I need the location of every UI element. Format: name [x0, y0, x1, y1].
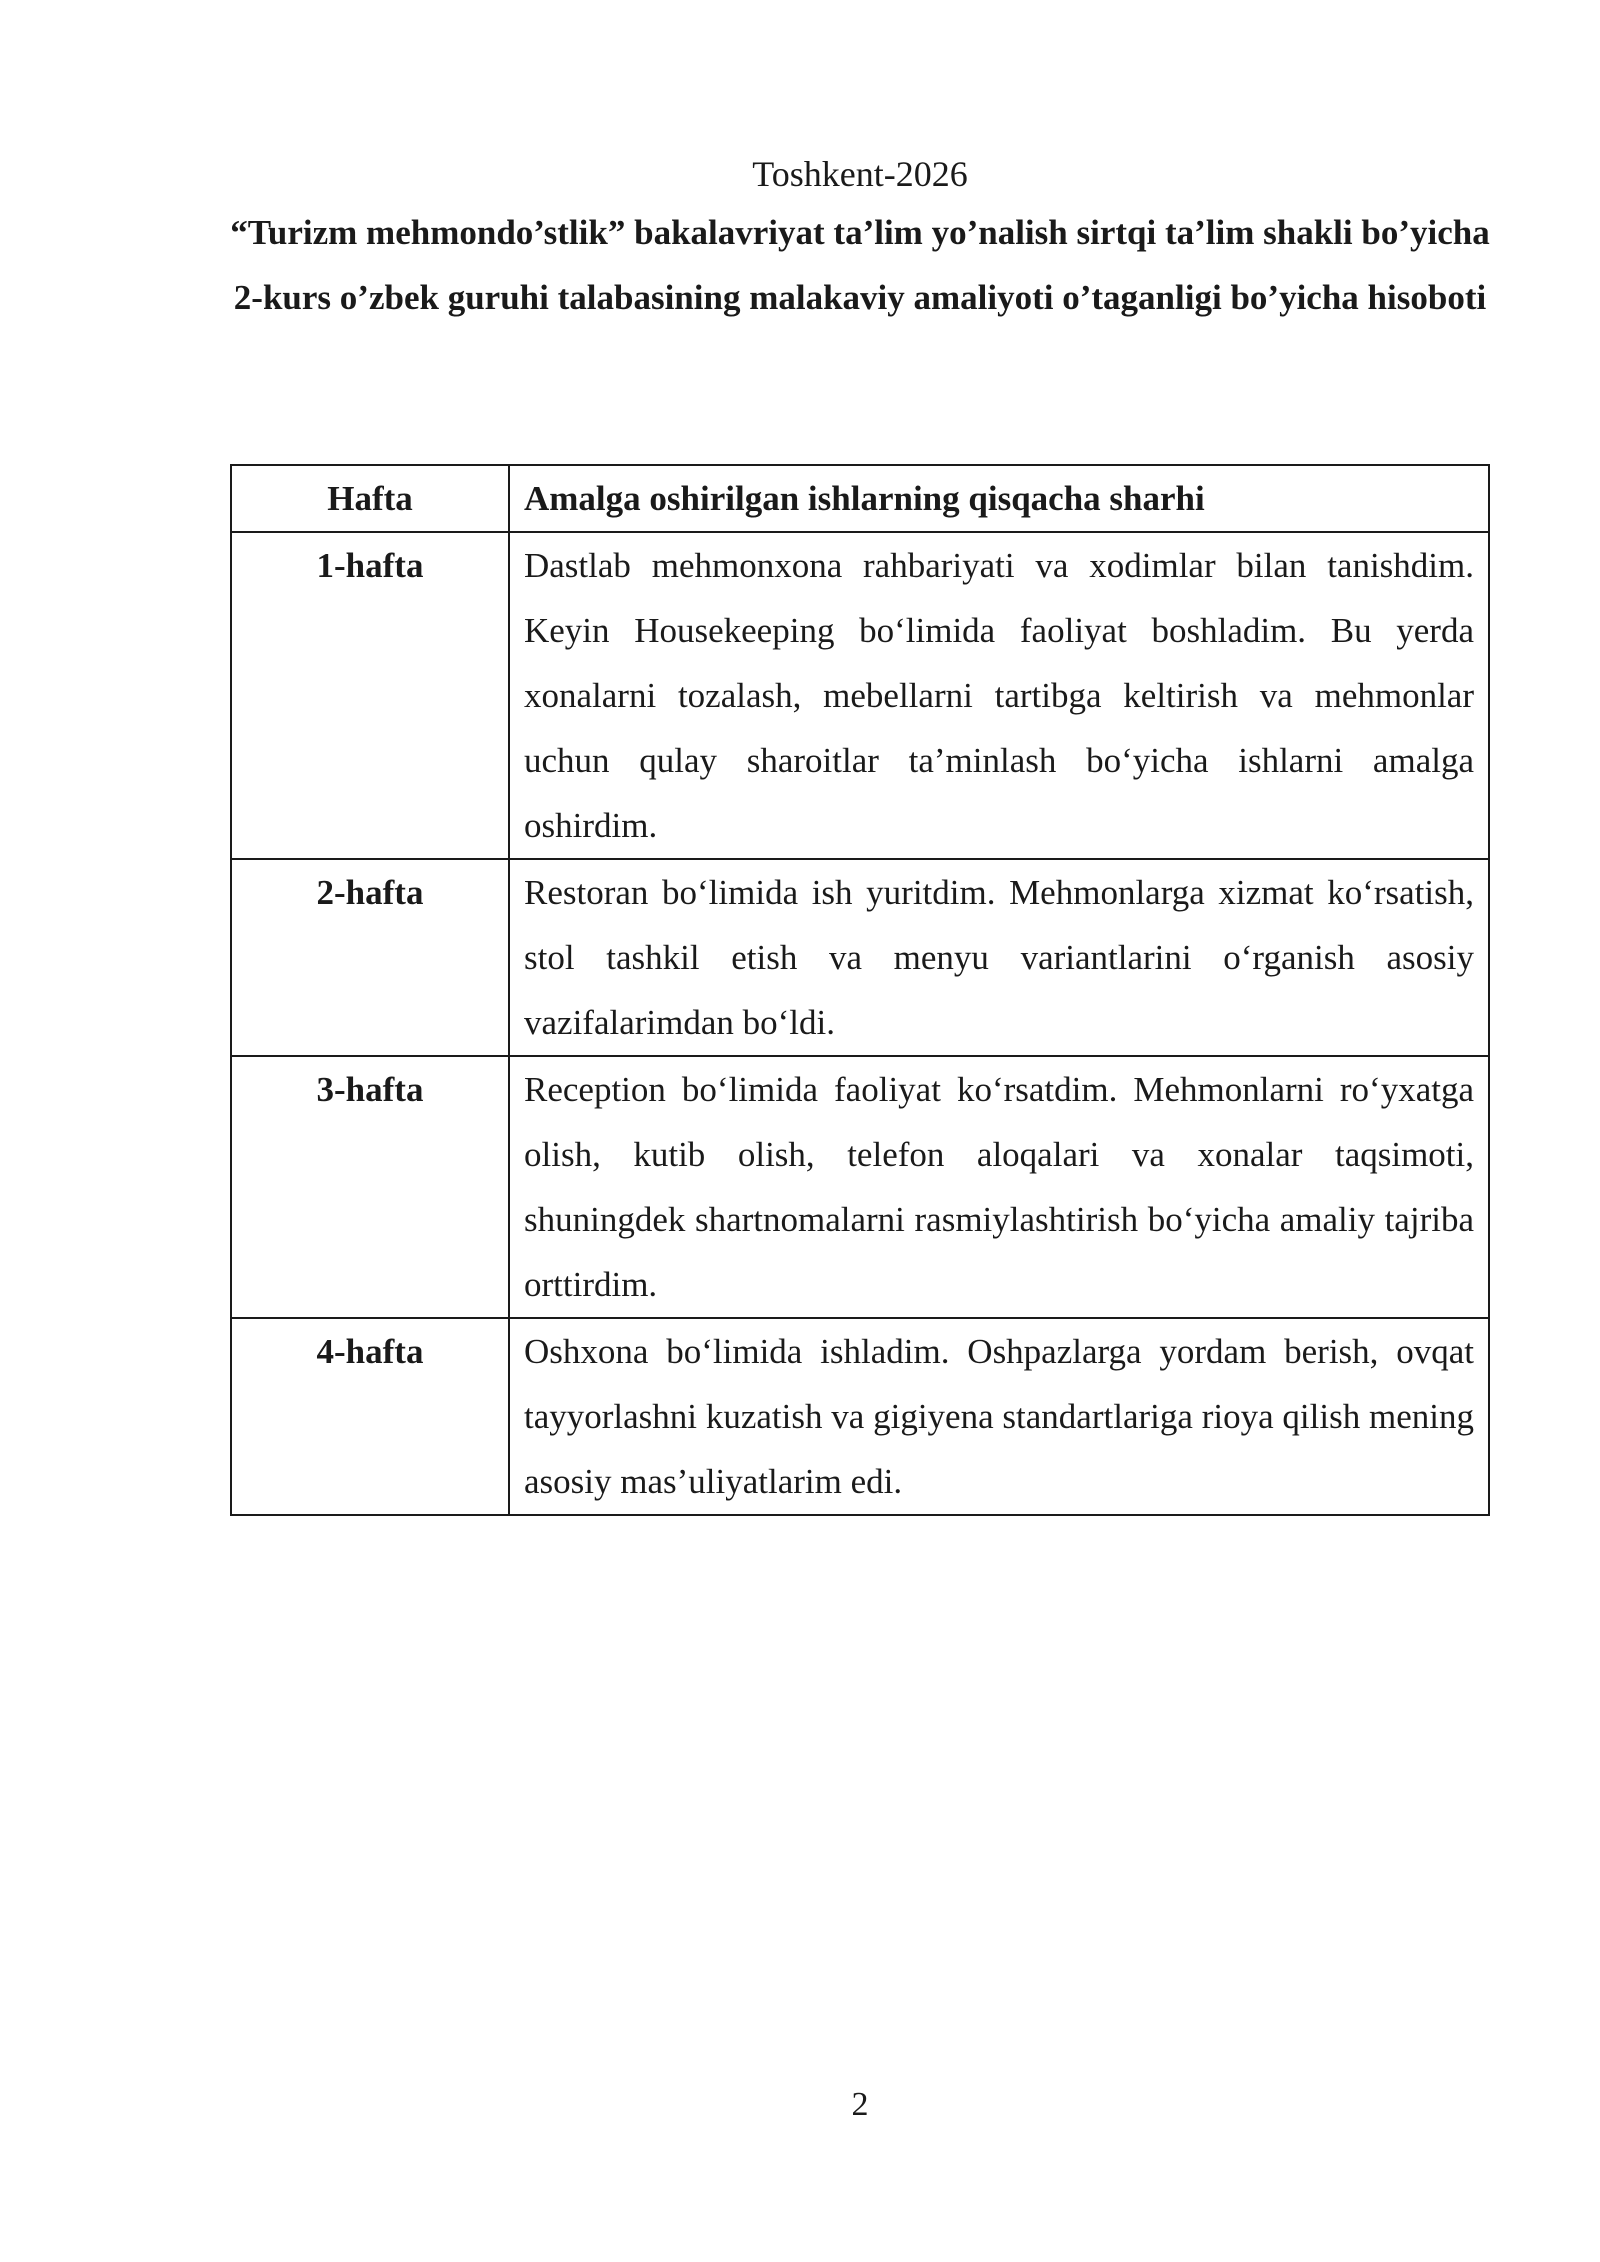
- weekly-report-table: [230, 464, 1490, 1516]
- week-cell: 4-hafta: [231, 1318, 509, 1515]
- report-title: “Turizm mehmondo’stlik” bakalavriyat ta’lim yo’nalish sirtqi ta’lim shakli bo’yicha 2-kurs o’zbek guruhi talabasining malakaviy amaliyoti o’taganligi bo’yicha hisoboti: [230, 213, 1490, 317]
- table-row: [231, 1056, 1489, 1318]
- week-cell: 2-hafta: [231, 859, 509, 1056]
- header-description: Amalga oshirilgan ishlarning qisqacha sharhi: [509, 465, 1489, 532]
- table-header-row: [231, 465, 1489, 532]
- description-cell: Dastlab mehmonxona rahbariyati va xodimlar bilan tanishdim. Keyin Housekeeping bo‘limida faoliyat boshladim. Bu yerda xonalarni tozalash, mebellarni tartibga keltirish va mehmonlar uchun qulay sharoitlar ta’minlash bo‘yicha ishlarni amalga oshirdim.: [509, 532, 1489, 859]
- table-row: [231, 859, 1489, 1056]
- week-cell: 3-hafta: [231, 1056, 509, 1318]
- week-cell: 1-hafta: [231, 532, 509, 859]
- city-year: Toshkent-2026: [752, 154, 968, 194]
- table-row: [231, 532, 1489, 859]
- page-number: 2: [851, 2086, 869, 2123]
- description-cell: Oshxona bo‘limida ishladim. Oshpazlarga yordam berish, ovqat tayyorlashni kuzatish va gigiyena standartlariga rioya qilish mening asosiy mas’uliyatlarim edi.: [509, 1318, 1489, 1515]
- table-row: [231, 1318, 1489, 1515]
- description-cell: Restoran bo‘limida ish yuritdim. Mehmonlarga xizmat ko‘rsatish, stol tashkil etish va menyu variantlarini o‘rganish asosiy vazifalarimdan bo‘ldi.: [509, 859, 1489, 1056]
- header-week: Hafta: [231, 465, 509, 532]
- description-cell: Reception bo‘limida faoliyat ko‘rsatdim. Mehmonlarni ro‘yxatga olish, kutib olish, telefon aloqalari va xonalar taqsimoti, shuningdek shartnomalarni rasmiylashtirish bo‘yicha amaliy tajriba orttirdim.: [509, 1056, 1489, 1318]
